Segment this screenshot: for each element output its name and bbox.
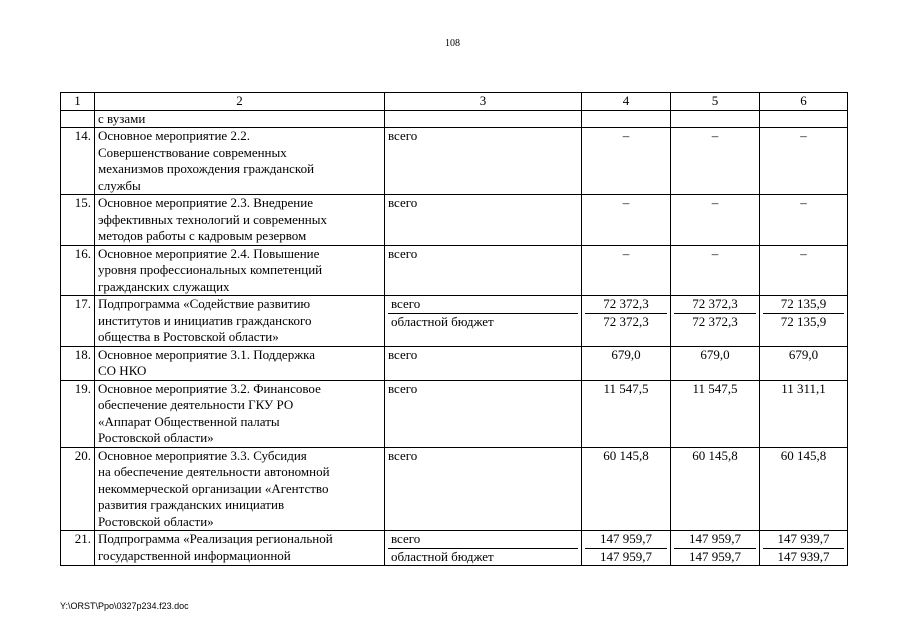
row-number: 21.	[61, 531, 95, 566]
continuation-value-cell-6	[760, 110, 848, 128]
table-row	[61, 531, 848, 566]
funding-source-cell: всего	[385, 245, 582, 296]
value-col-4-cell	[582, 296, 671, 347]
value-col-6: 72 135,9	[780, 296, 827, 311]
value-col-4: 147 959,7	[585, 548, 667, 565]
funding-source-cell: всего	[385, 128, 582, 195]
funding-source-subtable	[388, 531, 578, 565]
value-col-4-subtable	[585, 531, 667, 565]
measure-name-line: уровня профессиональных компетенций	[98, 262, 323, 277]
measure-name-line: «Аппарат Общественной палаты	[98, 413, 280, 429]
source-subrow	[763, 548, 844, 565]
column-header-3: 3	[385, 93, 582, 111]
source-subrow	[585, 531, 667, 548]
funding-source: всего	[391, 296, 421, 311]
measure-name-line: Подпрограмма «Реализация региональной	[98, 531, 333, 546]
table-row	[61, 346, 848, 380]
measure-name-line: методов работы с кадровым резервом	[98, 228, 307, 243]
measure-name-line: обеспечение деятельности ГКУ РО	[98, 397, 294, 412]
value-col-6-cell: –	[760, 128, 848, 195]
value-col-5-cell	[671, 531, 760, 566]
measure-name	[95, 296, 385, 347]
measure-name	[95, 346, 385, 380]
value-col-4-cell: –	[582, 245, 671, 296]
value-col-4-cell: 11 547,5	[582, 380, 671, 447]
value-col-4-cell: 60 145,8	[582, 447, 671, 531]
measure-name-line: Основное мероприятие 3.3. Субсидия	[98, 447, 307, 463]
table-row	[61, 447, 848, 531]
table-header-row	[61, 93, 848, 111]
source-subrow	[674, 296, 756, 313]
value-col-6-cell: 60 145,8	[760, 447, 848, 531]
measure-name-line: на обеспечение деятельности автономной	[98, 464, 330, 479]
value-col-6-cell	[760, 531, 848, 566]
measure-name-line: государственной информационной	[98, 547, 291, 563]
value-col-6-subtable	[763, 531, 844, 565]
row-number: 14.	[61, 128, 95, 195]
row-number: 17.	[61, 296, 95, 347]
value-col-6-cell: 679,0	[760, 346, 848, 380]
value-col-4-cell: –	[582, 128, 671, 195]
funding-source: областной бюджет	[388, 548, 578, 565]
column-header-6: 6	[760, 93, 848, 111]
source-subrow	[388, 548, 578, 565]
value-col-6-cell: –	[760, 245, 848, 296]
measure-name-line: Основное мероприятие 3.1. Поддержка	[98, 346, 316, 362]
table-body	[61, 93, 848, 566]
measure-name-line: некоммерческой организации «Агентство	[98, 480, 329, 496]
table-row	[61, 245, 848, 296]
measure-name-line: Основное мероприятие 2.2.	[98, 128, 250, 143]
continuation-row	[61, 110, 848, 128]
column-header-2: 2	[95, 93, 385, 111]
funding-source-cell	[385, 296, 582, 347]
continuation-value-cell-4	[582, 110, 671, 128]
measure-name-line: Основное мероприятие 2.4. Повышение	[98, 245, 320, 261]
measure-name	[95, 531, 385, 566]
value-col-5-cell: 11 547,5	[671, 380, 760, 447]
source-subrow	[388, 531, 578, 548]
row-number: 18.	[61, 346, 95, 380]
row-number: 19.	[61, 380, 95, 447]
funding-source-subtable	[388, 296, 578, 330]
value-col-5: 147 959,7	[689, 531, 741, 546]
row-number: 15.	[61, 195, 95, 246]
measure-name-line: Совершенствование современных	[98, 144, 287, 160]
value-col-5: 147 959,7	[674, 548, 756, 565]
table-row	[61, 296, 848, 347]
source-subrow	[763, 313, 844, 330]
measure-name	[95, 245, 385, 296]
value-col-5-cell: 679,0	[671, 346, 760, 380]
value-col-5: 72 372,3	[674, 313, 756, 330]
source-subrow	[585, 313, 667, 330]
measure-name-line: эффективных технологий и современных	[98, 211, 327, 227]
continuation-name-line: с вузами	[98, 110, 146, 126]
source-subrow	[763, 296, 844, 313]
value-col-5-cell: –	[671, 195, 760, 246]
measure-name-line: СО НКО	[98, 363, 147, 378]
measure-name-line: службы	[98, 177, 141, 193]
continuation-num-cell	[61, 110, 95, 128]
value-col-4: 72 372,3	[585, 313, 667, 330]
funding-source-cell: всего	[385, 380, 582, 447]
source-subrow	[585, 548, 667, 565]
value-col-6-subtable	[763, 296, 844, 330]
continuation-value-cell-5	[671, 110, 760, 128]
column-header-1: 1	[61, 93, 95, 111]
measure-name-line: механизмов прохождения гражданской	[98, 161, 315, 176]
budget-table	[60, 92, 848, 566]
value-col-5-cell	[671, 296, 760, 347]
funding-source-cell: всего	[385, 195, 582, 246]
source-subrow	[763, 531, 844, 548]
measure-name-line: гражданских служащих	[98, 278, 230, 294]
measure-name	[95, 447, 385, 531]
funding-source-cell	[385, 531, 582, 566]
value-col-5-cell: 60 145,8	[671, 447, 760, 531]
value-col-6: 72 135,9	[763, 313, 844, 330]
table-row	[61, 195, 848, 246]
row-number: 20.	[61, 447, 95, 531]
page-number: 108	[445, 38, 460, 49]
continuation-source-cell	[385, 110, 582, 128]
value-col-5: 72 372,3	[692, 296, 738, 311]
measure-name-line: институтов и инициатив гражданского	[98, 312, 312, 328]
measure-name-line: общества в Ростовской области»	[98, 329, 279, 344]
value-col-4-cell	[582, 531, 671, 566]
source-subrow	[585, 296, 667, 313]
funding-source: областной бюджет	[388, 313, 578, 330]
measure-name-line: Подпрограмма «Содействие развитию	[98, 296, 311, 311]
value-col-6-cell: –	[760, 195, 848, 246]
value-col-6-cell	[760, 296, 848, 347]
value-col-4-cell: 679,0	[582, 346, 671, 380]
measure-name-line: Основное мероприятие 3.2. Финансовое	[98, 380, 321, 396]
funding-source-cell: всего	[385, 346, 582, 380]
value-col-4-subtable	[585, 296, 667, 330]
value-col-4: 72 372,3	[603, 296, 649, 311]
value-col-6: 147 939,7	[763, 548, 844, 565]
table-row	[61, 380, 848, 447]
measure-name-line: Ростовской области»	[98, 513, 214, 529]
measure-name-line: Ростовской области»	[98, 430, 214, 445]
value-col-5-cell: –	[671, 245, 760, 296]
table-row	[61, 128, 848, 195]
measure-name	[95, 128, 385, 195]
value-col-4-cell: –	[582, 195, 671, 246]
value-col-5-cell: –	[671, 128, 760, 195]
footer-file-path: Y:\ORST\Ppo\0327p234.f23.doc	[60, 601, 189, 611]
source-subrow	[388, 296, 578, 313]
value-col-5-subtable	[674, 296, 756, 330]
source-subrow	[388, 313, 578, 330]
source-subrow	[674, 531, 756, 548]
value-col-6: 147 939,7	[777, 531, 830, 546]
column-header-4: 4	[582, 93, 671, 111]
funding-source: всего	[391, 531, 421, 546]
value-col-4: 147 959,7	[600, 531, 652, 546]
measure-name	[95, 195, 385, 246]
measure-name-line: развития гражданских инициатив	[98, 497, 285, 512]
funding-source-cell: всего	[385, 447, 582, 531]
continuation-name-cell	[95, 110, 385, 128]
value-col-6-cell: 11 311,1	[760, 380, 848, 447]
source-subrow	[674, 548, 756, 565]
row-number: 16.	[61, 245, 95, 296]
source-subrow	[674, 313, 756, 330]
measure-name	[95, 380, 385, 447]
value-col-5-subtable	[674, 531, 756, 565]
column-header-5: 5	[671, 93, 760, 111]
measure-name-line: Основное мероприятие 2.3. Внедрение	[98, 195, 313, 210]
